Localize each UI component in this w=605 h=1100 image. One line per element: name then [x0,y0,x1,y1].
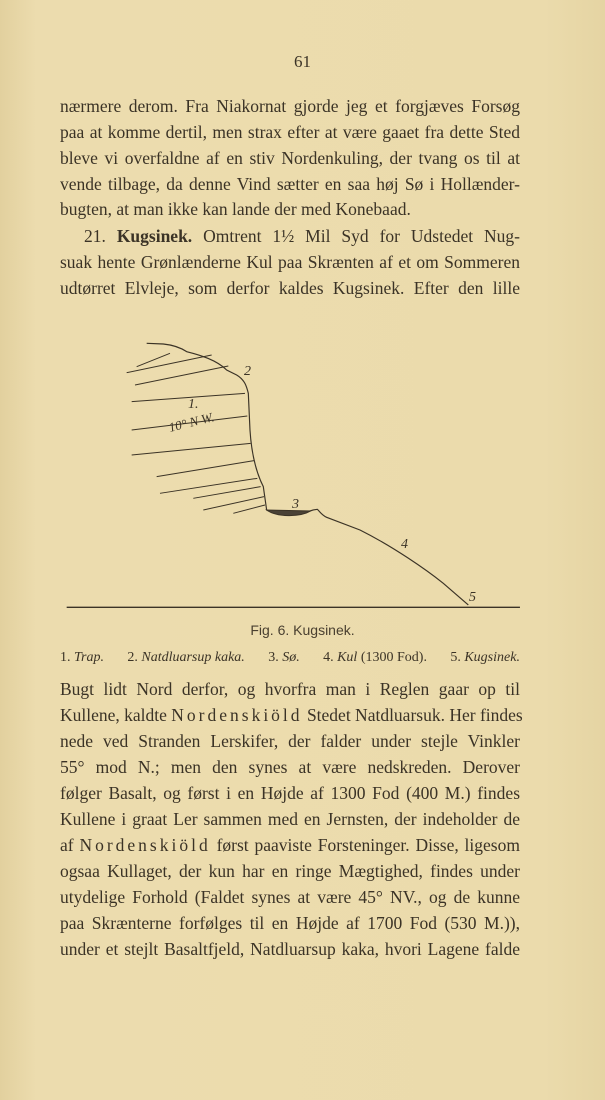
section-title: Kugsinek. [116,226,193,246]
text-line: følger Basalt, og først i en Højde af 1300 Fod (400 M.) findes [60,783,520,803]
text-line: under et stejlt Basaltfjeld, Natdluarsup kaka, hvori Lagene falde [60,939,520,959]
text-line: nede ved Stranden Lerskifer, der falder under stejle Vinkler [60,731,520,751]
text-line: utydelige Forhold (Faldet synes at være 45° NV., og de kunne [60,887,520,907]
label-5: 5 [469,590,476,605]
legend-item: 4. Kul (1300 Fod). [323,650,427,665]
terrain-profile [147,343,469,605]
figure-legend [60,650,520,666]
text-line: 55° mod N.; men den synes at være nedskreden. Derover [60,757,520,777]
legend-item: 1. Trap. [60,650,104,665]
legend-item: 5. Kugsinek. [450,650,520,665]
text-line: paa Skrænterne forfølges til en Højde af 1700 Fod (530 M.)), [60,913,520,933]
text-line: af Nordenskiöld først paaviste Forsteninger. Disse, ligesom [60,835,520,855]
text-line: Kullene i graat Ler sammen med en Jernsten, der indeholder de [60,809,520,829]
text-line: paa at komme dertil, men strax efter at være gaaet fra dette Sted [60,122,520,142]
text-line: ogsaa Kullaget, der kun har en ringe Mægtighed, findes under [60,861,520,881]
text-line: bleve vi overfaldne af en stiv Nordenkuling, der tvang os til at [60,148,520,168]
text-line: udtørret Elvleje, som derfor kaldes Kugsinek. Efter den lille [60,278,520,298]
text-line: bugten, at man ikke kan lande der med Konebaad. [60,199,411,219]
text-line: suak hente Grønlænderne Kul paa Skrænten af et om Sommeren [60,252,520,272]
text-line: nærmere derom. Fra Niakornat gjorde jeg et forgjæves Forsøg [60,96,520,116]
text-line: Bugt lidt Nord derfor, og hvorfra man i Reglen gaar op til [60,679,520,699]
person-name: Nordenskiöld [79,835,211,855]
label-1: 1. [188,397,199,412]
label-3: 3 [292,497,299,512]
label-2: 2 [244,364,251,379]
page-number: 61 [294,52,311,71]
label-dip: 10° N W. [167,409,216,435]
person-name: Nordenskiöld [171,705,303,725]
section-number: 21. [84,226,106,246]
text-line: Omtrent 1½ Mil Syd for Udstedet Nug- [203,226,521,246]
text-line: vende tilbage, da denne Vind sætter en saa høj Sø i Hollænder- [60,174,520,194]
legend-item: 2. Natdluarsup kaka. [127,650,245,665]
legend-item: 3. Sø. [268,650,300,665]
label-4: 4 [401,537,408,552]
text-line: Kullene, kaldte Nordenskiöld Stedet Natdluarsuk. Her findes [60,705,523,725]
figure-caption: Fig. 6. Kugsinek. [250,622,355,638]
lake-deposit [267,510,311,516]
